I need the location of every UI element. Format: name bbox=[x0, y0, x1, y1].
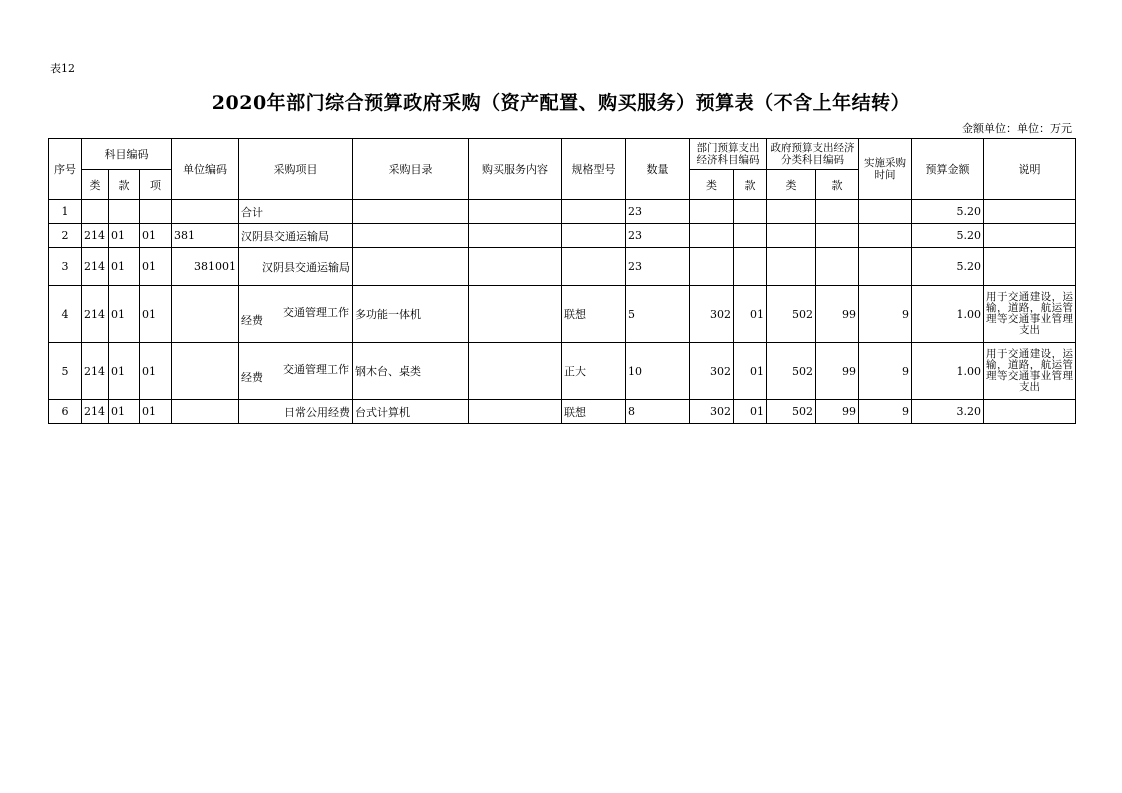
cell-amount: 5.20 bbox=[912, 248, 984, 286]
header-qty: 数量 bbox=[626, 139, 690, 200]
amount-unit-label: 金额单位：单位：万元 bbox=[962, 122, 1072, 135]
cell-spec bbox=[562, 248, 626, 286]
cell-note bbox=[984, 200, 1076, 224]
cell-unit-code bbox=[172, 286, 239, 343]
table-row bbox=[49, 200, 1076, 224]
cell-seq: 4 bbox=[49, 286, 82, 343]
cell-gov-lei bbox=[767, 224, 816, 248]
cell-service bbox=[469, 400, 562, 424]
cell-xiang: 01 bbox=[140, 248, 172, 286]
cell-note bbox=[984, 248, 1076, 286]
cell-qty: 10 bbox=[626, 343, 690, 400]
cell-dept-kuan: 01 bbox=[734, 400, 767, 424]
cell-lei: 214 bbox=[82, 248, 109, 286]
cell-time: 9 bbox=[859, 400, 912, 424]
header-spec: 规格型号 bbox=[562, 139, 626, 200]
cell-lei: 214 bbox=[82, 400, 109, 424]
cell-catalog: 多功能一体机 bbox=[353, 286, 469, 343]
cell-gov-lei: 502 bbox=[767, 343, 816, 400]
cell-catalog bbox=[353, 248, 469, 286]
cell-xiang: 01 bbox=[140, 224, 172, 248]
header-subject-code: 科目编码 bbox=[82, 139, 172, 170]
header-gov-kuan: 款 bbox=[816, 170, 859, 200]
table-number: 表12 bbox=[50, 62, 75, 75]
cell-gov-kuan: 99 bbox=[816, 400, 859, 424]
cell-amount: 3.20 bbox=[912, 400, 984, 424]
cell-xiang: 01 bbox=[140, 286, 172, 343]
cell-service bbox=[469, 286, 562, 343]
cell-project: 汉阴县交通运输局 bbox=[239, 224, 353, 248]
cell-seq: 6 bbox=[49, 400, 82, 424]
cell-dept-lei bbox=[690, 224, 734, 248]
cell-catalog: 台式计算机 bbox=[353, 400, 469, 424]
cell-unit-code bbox=[172, 200, 239, 224]
cell-qty: 23 bbox=[626, 200, 690, 224]
cell-gov-lei: 502 bbox=[767, 286, 816, 343]
table-row bbox=[49, 224, 1076, 248]
header-kuan: 款 bbox=[109, 170, 140, 200]
cell-qty: 23 bbox=[626, 224, 690, 248]
cell-service bbox=[469, 248, 562, 286]
cell-qty: 23 bbox=[626, 248, 690, 286]
cell-kuan bbox=[109, 200, 140, 224]
table-row bbox=[49, 248, 1076, 286]
cell-dept-kuan bbox=[734, 224, 767, 248]
cell-gov-kuan bbox=[816, 248, 859, 286]
cell-spec: 联想 bbox=[562, 286, 626, 343]
table-row bbox=[49, 343, 1076, 400]
cell-gov-lei bbox=[767, 248, 816, 286]
cell-kuan: 01 bbox=[109, 248, 140, 286]
cell-amount: 5.20 bbox=[912, 200, 984, 224]
cell-catalog bbox=[353, 224, 469, 248]
cell-dept-lei: 302 bbox=[690, 400, 734, 424]
header-gov-lei: 类 bbox=[767, 170, 816, 200]
cell-lei bbox=[82, 200, 109, 224]
cell-dept-kuan bbox=[734, 200, 767, 224]
cell-lei: 214 bbox=[82, 286, 109, 343]
header-service: 购买服务内容 bbox=[469, 139, 562, 200]
header-project: 采购项目 bbox=[239, 139, 353, 200]
cell-xiang: 01 bbox=[140, 400, 172, 424]
cell-unit-code bbox=[172, 343, 239, 400]
cell-lei: 214 bbox=[82, 343, 109, 400]
header-dept-kuan: 款 bbox=[734, 170, 767, 200]
cell-project: 汉阴县交通运输局 bbox=[239, 248, 353, 286]
cell-note: 用于交通建设，运输，道路，航运管理等交通事业管理支出 bbox=[984, 343, 1076, 400]
cell-kuan: 01 bbox=[109, 224, 140, 248]
cell-qty: 8 bbox=[626, 400, 690, 424]
cell-dept-kuan: 01 bbox=[734, 343, 767, 400]
cell-xiang: 01 bbox=[140, 343, 172, 400]
cell-dept-kuan bbox=[734, 248, 767, 286]
cell-gov-kuan: 99 bbox=[816, 286, 859, 343]
header-gov-econ: 政府预算支出经济分类科目编码 bbox=[767, 139, 859, 170]
cell-seq: 3 bbox=[49, 248, 82, 286]
cell-spec bbox=[562, 200, 626, 224]
cell-seq: 1 bbox=[49, 200, 82, 224]
procurement-budget-table bbox=[48, 138, 1076, 424]
header-note: 说明 bbox=[984, 139, 1076, 200]
header-dept-econ: 部门预算支出经济科目编码 bbox=[690, 139, 767, 170]
cell-time: 9 bbox=[859, 343, 912, 400]
cell-dept-lei: 302 bbox=[690, 343, 734, 400]
cell-seq: 5 bbox=[49, 343, 82, 400]
cell-seq: 2 bbox=[49, 224, 82, 248]
cell-project bbox=[239, 286, 353, 343]
cell-unit-code: 381001 bbox=[172, 248, 239, 286]
cell-catalog: 钢木台、桌类 bbox=[353, 343, 469, 400]
cell-spec bbox=[562, 224, 626, 248]
cell-service bbox=[469, 200, 562, 224]
cell-kuan: 01 bbox=[109, 400, 140, 424]
cell-note: 用于交通建设，运输，道路，航运管理等交通事业管理支出 bbox=[984, 286, 1076, 343]
cell-service bbox=[469, 224, 562, 248]
project-name-line1: 交通管理工作 bbox=[283, 363, 350, 376]
cell-service bbox=[469, 343, 562, 400]
header-dept-lei: 类 bbox=[690, 170, 734, 200]
cell-unit-code: 381 bbox=[172, 224, 239, 248]
cell-dept-lei bbox=[690, 248, 734, 286]
header-xiang: 项 bbox=[140, 170, 172, 200]
header-time: 实施采购时间 bbox=[859, 139, 912, 200]
cell-note bbox=[984, 400, 1076, 424]
cell-lei: 214 bbox=[82, 224, 109, 248]
page-title: 2020年部门综合预算政府采购（资产配置、购买服务）预算表（不含上年结转） bbox=[211, 92, 911, 114]
cell-qty: 5 bbox=[626, 286, 690, 343]
project-name-line1: 交通管理工作 bbox=[283, 306, 350, 319]
cell-time bbox=[859, 200, 912, 224]
cell-xiang bbox=[140, 200, 172, 224]
cell-dept-kuan: 01 bbox=[734, 286, 767, 343]
cell-project: 日常公用经费 bbox=[239, 400, 353, 424]
cell-amount: 5.20 bbox=[912, 224, 984, 248]
cell-kuan: 01 bbox=[109, 286, 140, 343]
cell-gov-lei: 502 bbox=[767, 400, 816, 424]
table-row bbox=[49, 286, 1076, 343]
cell-spec: 联想 bbox=[562, 400, 626, 424]
cell-kuan: 01 bbox=[109, 343, 140, 400]
cell-catalog bbox=[353, 200, 469, 224]
cell-gov-kuan: 99 bbox=[816, 343, 859, 400]
header-unit-code: 单位编码 bbox=[172, 139, 239, 200]
cell-gov-lei bbox=[767, 200, 816, 224]
cell-project: 合计 bbox=[239, 200, 353, 224]
header-catalog: 采购目录 bbox=[353, 139, 469, 200]
cell-note bbox=[984, 224, 1076, 248]
cell-dept-lei bbox=[690, 200, 734, 224]
cell-time bbox=[859, 224, 912, 248]
cell-time bbox=[859, 248, 912, 286]
cell-dept-lei: 302 bbox=[690, 286, 734, 343]
cell-gov-kuan bbox=[816, 224, 859, 248]
cell-project bbox=[239, 343, 353, 400]
cell-time: 9 bbox=[859, 286, 912, 343]
header-amount: 预算金额 bbox=[912, 139, 984, 200]
project-name-line2: 经费 bbox=[241, 314, 264, 327]
header-seq: 序号 bbox=[49, 139, 82, 200]
cell-unit-code bbox=[172, 400, 239, 424]
header-lei: 类 bbox=[82, 170, 109, 200]
table-row bbox=[49, 400, 1076, 424]
project-name-line2: 经费 bbox=[241, 371, 264, 384]
cell-gov-kuan bbox=[816, 200, 859, 224]
cell-spec: 正大 bbox=[562, 343, 626, 400]
cell-amount: 1.00 bbox=[912, 343, 984, 400]
cell-amount: 1.00 bbox=[912, 286, 984, 343]
